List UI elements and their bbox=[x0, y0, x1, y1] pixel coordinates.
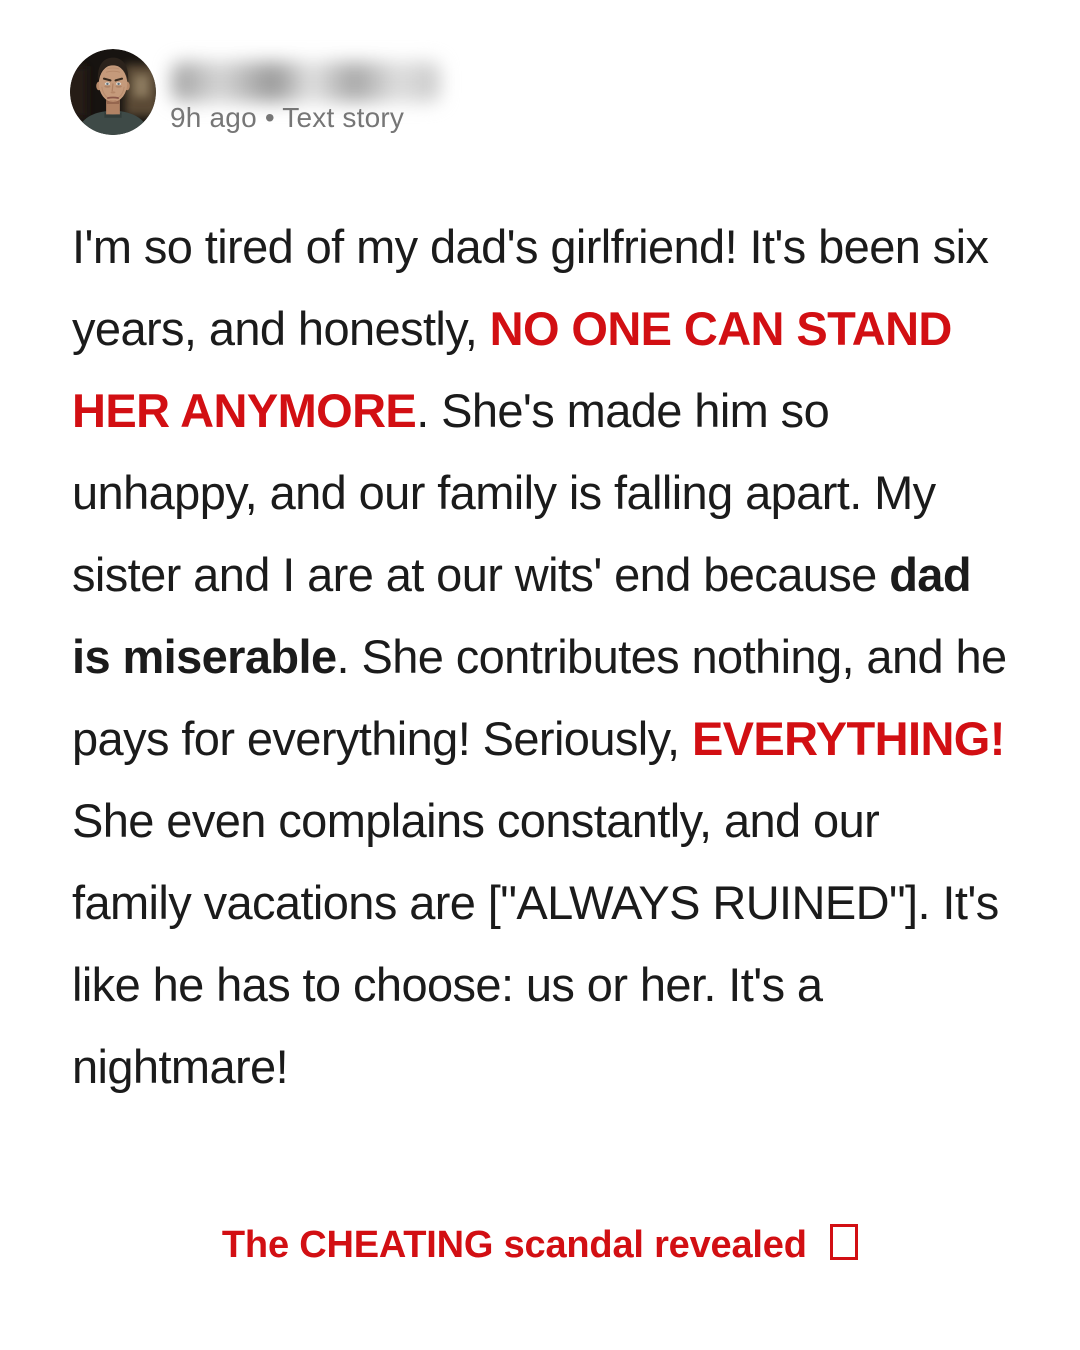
body-segment: She even complains constantly, and our family vacations are ["ALWAYS RUINED"]. It's like he has to choose: us or her. It's a nightmare! bbox=[72, 794, 999, 1093]
body-segment: dad is miserable bbox=[72, 548, 971, 683]
body-segment: . She's made him so unhappy, and our family is falling apart. My sister and I are at our wits' end because bbox=[72, 384, 936, 601]
body-segment: . She contributes nothing, and he pays for everything! Seriously, bbox=[72, 630, 1007, 765]
username-blurred[interactable] bbox=[172, 62, 440, 102]
missing-emoji-glyph bbox=[830, 1224, 858, 1260]
avatar[interactable] bbox=[70, 49, 156, 135]
post-body bbox=[72, 206, 1010, 1108]
footer-text: The CHEATING scandal revealed bbox=[221, 1224, 807, 1266]
avatar-image bbox=[70, 49, 156, 135]
post-meta: 9h ago • Text story bbox=[170, 102, 405, 133]
body-segment: I'm so tired of my dad's girlfriend! It's been six years, and honestly, bbox=[72, 220, 989, 355]
body-segment: EVERYTHING! bbox=[691, 712, 1005, 765]
body-segment: NO ONE CAN STAND HER ANYMORE bbox=[72, 302, 952, 437]
post-footer bbox=[0, 1222, 1080, 1268]
